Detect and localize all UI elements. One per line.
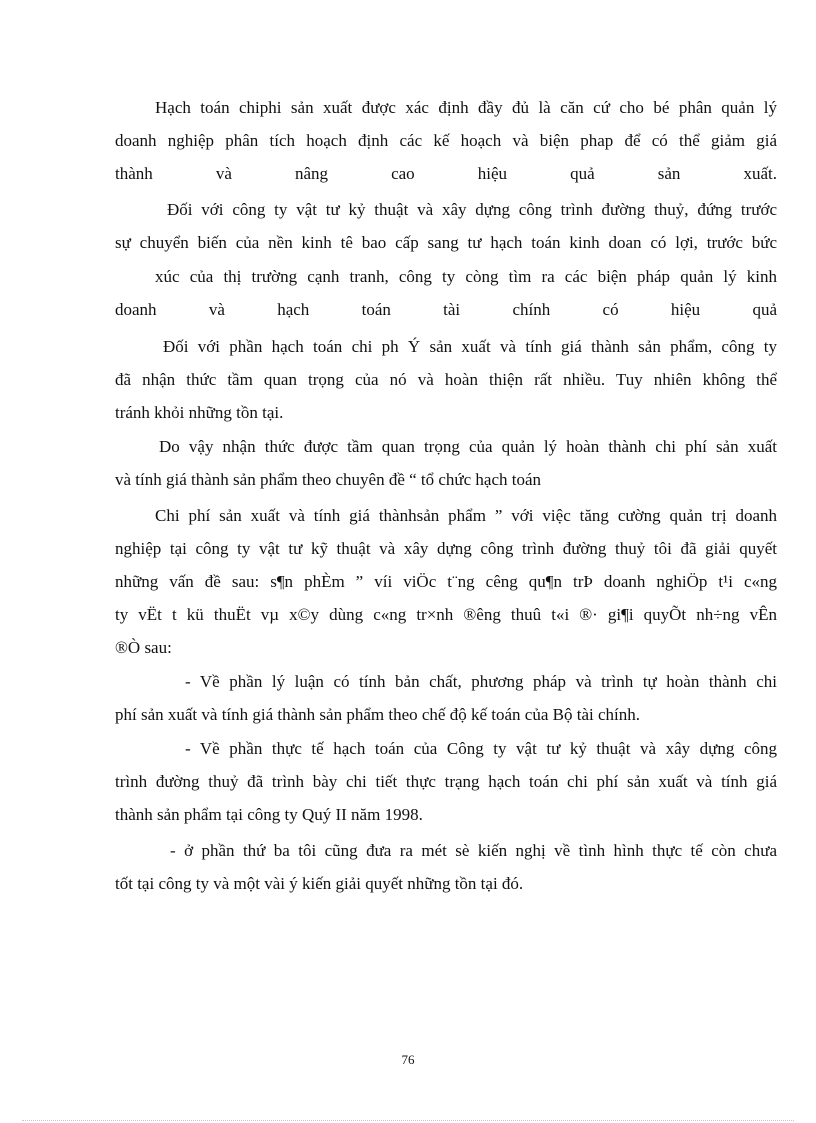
text-line: phí sản xuất và tính giá thành sản phẩm theo chế độ kế toán của Bộ tài chính. [115, 705, 640, 724]
text-line: tốt tại công ty và một vài ý kiến giải quyết những tồn tại đó. [115, 874, 524, 893]
text-line: Đối với công ty vật tư kỷ thuật và xây dựng công trình đường thuỷ, đứng trước [167, 200, 777, 219]
page-number: 76 [401, 1052, 415, 1067]
text-line: ty vËt t kü thuËt vµ x©y dùng c«ng tr×nh ®êng thuû t«i ®· gi¶i quyÕt nh÷ng vÊn [115, 605, 777, 624]
text-line: nghiệp tại công ty vật tư kỹ thuật và xây dựng công trình đường thuỷ tôi đã giải quyết [115, 539, 777, 558]
text-line: Đối với phần hạch toán chi ph Ý sản xuất và tính giá thành sản phẩm, công ty [163, 337, 777, 356]
text-line: tránh khỏi những tồn tại. [115, 403, 284, 422]
text-line: xúc của thị trường cạnh tranh, công ty còng tìm ra các biện pháp quản lý kinh [155, 267, 777, 286]
text-line: Do vậy nhận thức được tầm quan trọng của quản lý hoàn thành chi phí sản xuất [159, 437, 777, 456]
text-line: Chi phí sản xuất và tính giá thànhsản phẩm ” với việc tăng cường quản trị doanh [155, 506, 777, 525]
text-line: - Về phần thực tế hạch toán của Công ty vật tư kỷ thuật và xây dựng công [185, 739, 777, 758]
text-line: sự chuyển biến của nền kinh tê bao cấp sang tư hạch toán kinh doan có lợi, trước bức [115, 233, 777, 252]
text-line: và tính giá thành sản phẩm theo chuyên đề “ tổ chức hạch toán [115, 470, 542, 489]
text-line: trình đường thuỷ đã trình bày chi tiết thực trạng hạch toán chi phí sản xuất và tính giá [115, 772, 777, 791]
text-line: - Về phần lý luận có tính bản chất, phương pháp và trình tự hoàn thành chi [185, 672, 777, 691]
text-line: Hạch toán chiphi sản xuất được xác định đầy đủ là căn cứ cho bé phân quản lý [155, 98, 777, 117]
text-line: - ở phần thứ ba tôi cũng đưa ra mét sè kiến nghị về tình hình thực tế còn chưa [170, 841, 777, 860]
text-line: thành sản phẩm tại công ty Quý II năm 1998. [115, 805, 423, 824]
text-line: doanh và hạch toán tài chính có hiệu quả [115, 300, 777, 319]
text-line: đã nhận thức tầm quan trọng của nó và hoàn thiện rất nhiều. Tuy nhiên không thể [115, 370, 777, 389]
text-line: ®Ò sau: [115, 638, 172, 657]
page-bottom-divider [22, 1120, 794, 1121]
text-line: những vấn đề sau: s¶n phÈm ” víi viÖc t¨ng cêng qu¶n trÞ doanh nghiÖp t¹i c«ng [115, 572, 777, 591]
text-line: doanh nghiệp phân tích hoạch định các kế hoạch và biện phap để có thể giảm giá [115, 131, 777, 150]
text-line: thành và nâng cao hiệu quả sản xuất. [115, 164, 777, 183]
